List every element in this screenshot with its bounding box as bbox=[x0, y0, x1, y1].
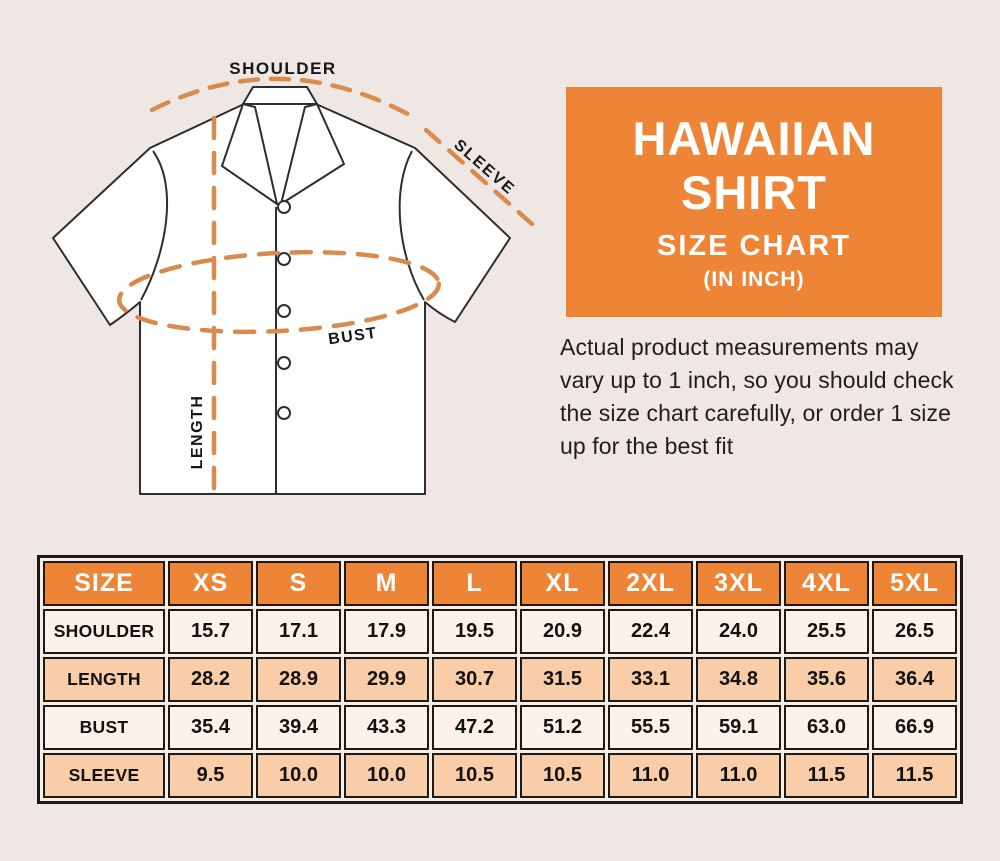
row-label-sleeve: SLEEVE bbox=[43, 753, 165, 798]
value-cell: 34.8 bbox=[696, 657, 781, 702]
col-header-xl: XL bbox=[520, 561, 605, 606]
col-header-2xl: 2XL bbox=[608, 561, 693, 606]
value-cell: 33.1 bbox=[608, 657, 693, 702]
value-cell: 24.0 bbox=[696, 609, 781, 654]
value-cell: 39.4 bbox=[256, 705, 341, 750]
value-cell: 35.6 bbox=[784, 657, 869, 702]
value-cell: 11.0 bbox=[696, 753, 781, 798]
col-header-l: L bbox=[432, 561, 517, 606]
value-cell: 17.1 bbox=[256, 609, 341, 654]
button-dot bbox=[278, 357, 290, 369]
value-cell: 26.5 bbox=[872, 609, 957, 654]
bust-label: BUST bbox=[327, 324, 379, 349]
value-cell: 36.4 bbox=[872, 657, 957, 702]
value-cell: 10.0 bbox=[256, 753, 341, 798]
page-subtitle: SIZE CHART bbox=[657, 229, 851, 262]
value-cell: 55.5 bbox=[608, 705, 693, 750]
value-cell: 35.4 bbox=[168, 705, 253, 750]
row-label-length: LENGTH bbox=[43, 657, 165, 702]
value-cell: 29.9 bbox=[344, 657, 429, 702]
button-dot bbox=[278, 201, 290, 213]
value-cell: 30.7 bbox=[432, 657, 517, 702]
unit-note: (IN INCH) bbox=[703, 267, 805, 291]
value-cell: 11.5 bbox=[784, 753, 869, 798]
value-cell: 10.5 bbox=[520, 753, 605, 798]
value-cell: 47.2 bbox=[432, 705, 517, 750]
value-cell: 17.9 bbox=[344, 609, 429, 654]
page-title: HAWAIIAN SHIRT bbox=[632, 112, 876, 219]
button-dot bbox=[278, 253, 290, 265]
shoulder-label: SHOULDER bbox=[229, 59, 337, 78]
col-header-3xl: 3XL bbox=[696, 561, 781, 606]
value-cell: 63.0 bbox=[784, 705, 869, 750]
value-cell: 20.9 bbox=[520, 609, 605, 654]
col-header-s: S bbox=[256, 561, 341, 606]
size-table bbox=[37, 555, 963, 804]
measurement-note: Actual product measurements may vary up to 1 inch, so you should check the size chart carefully, or order 1 size up for the best fit bbox=[560, 334, 954, 459]
value-cell: 31.5 bbox=[520, 657, 605, 702]
value-cell: 66.9 bbox=[872, 705, 957, 750]
length-label: LENGTH bbox=[189, 394, 206, 470]
row-label-bust: BUST bbox=[43, 705, 165, 750]
value-cell: 51.2 bbox=[520, 705, 605, 750]
size-col-header: SIZE bbox=[43, 561, 165, 606]
title-panel bbox=[566, 87, 942, 317]
value-cell: 9.5 bbox=[168, 753, 253, 798]
value-cell: 22.4 bbox=[608, 609, 693, 654]
row-label-shoulder: SHOULDER bbox=[43, 609, 165, 654]
value-cell: 15.7 bbox=[168, 609, 253, 654]
col-header-m: M bbox=[344, 561, 429, 606]
col-header-4xl: 4XL bbox=[784, 561, 869, 606]
value-cell: 11.5 bbox=[872, 753, 957, 798]
button-dot bbox=[278, 407, 290, 419]
value-cell: 28.2 bbox=[168, 657, 253, 702]
value-cell: 10.0 bbox=[344, 753, 429, 798]
value-cell: 25.5 bbox=[784, 609, 869, 654]
col-header-5xl: 5XL bbox=[872, 561, 957, 606]
col-header-xs: XS bbox=[168, 561, 253, 606]
value-cell: 10.5 bbox=[432, 753, 517, 798]
sleeve-label: SLEEVE bbox=[450, 136, 519, 199]
button-dot bbox=[278, 305, 290, 317]
value-cell: 28.9 bbox=[256, 657, 341, 702]
value-cell: 11.0 bbox=[608, 753, 693, 798]
value-cell: 59.1 bbox=[696, 705, 781, 750]
value-cell: 43.3 bbox=[344, 705, 429, 750]
collar-band bbox=[243, 87, 317, 104]
value-cell: 19.5 bbox=[432, 609, 517, 654]
shirt-outline bbox=[53, 104, 510, 494]
